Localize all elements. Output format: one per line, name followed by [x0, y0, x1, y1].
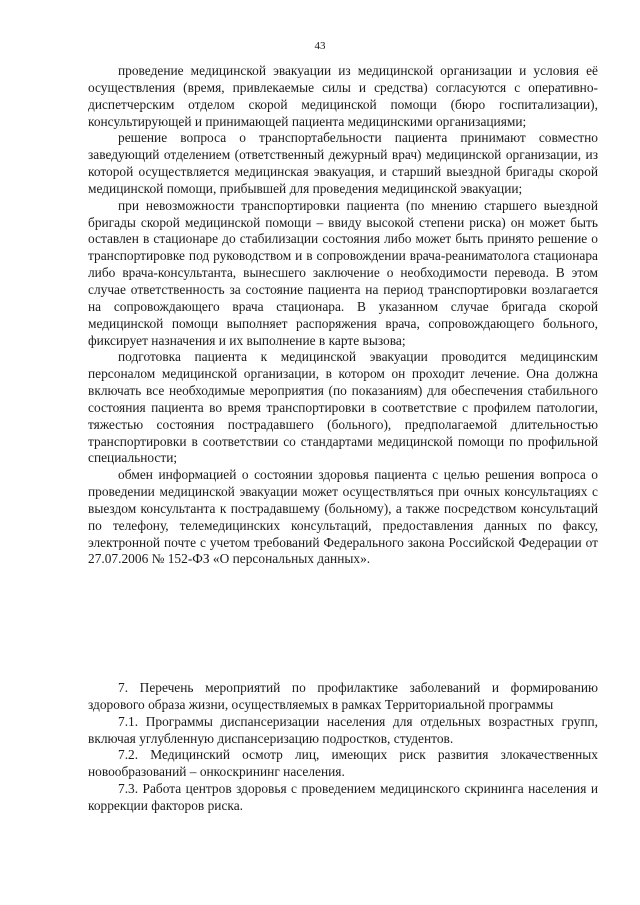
section-item: 7.3. Работа центров здоровья с проведением медицинского скрининга населения и коррекции факторов риска. [88, 781, 598, 813]
paragraph: решение вопроса о транспортабельности пациента принимают совместно заведующий отделением (ответственный дежурный врач) медицинской организации, из которой осуществляется медицинская эвакуация, и старший выездной бригады скорой медицинской помощи, прибывшей для проведения медицинской эвакуации; [88, 130, 598, 196]
page-number: 43 [314, 40, 326, 52]
paragraph: подготовка пациента к медицинской эвакуации проводится медицинским персоналом медицинской организации, в котором он проходит лечение. Она должна включать все необходимые мероприятия (по показаниям) для обеспечения стабильного состояния пациента во время транспортировки в соответствие с профилем патологии, тяжестью состояния пострадавшего (больного), предполагаемой длительностью транспортировки в соответствии со стандартами медицинской помощи по профильной специальности; [88, 349, 598, 466]
paragraph: при невозможности транспортировки пациента (по мнению старшего выездной бригады скорой медицинской помощи – ввиду высокой степени риска) он может быть оставлен в стационаре до стабилизации состояния либо может быть принято решение о транспортировке под руководством и в сопровождении врача-реаниматолога стационара либо врача-консультанта, вынесшего заключение о необходимости перевода. В этом случае ответственность за состояние пациента на период транспортировки возлагается на сопровождающего врача стационара. В указанном случае бригада скорой медицинской помощи выполняет распоряжения врача, сопровождающего больного, фиксирует назначения и их выполнение в карте вызова; [88, 197, 598, 348]
paragraph: проведение медицинской эвакуации из медицинской организации и условия её осуществления (время, привлекаемые силы и средства) согласуются с оперативно-диспетчерским отделом скорой медицинской помощи (бюро госпитализации), консультирующей и принимающей пациента медицинскими организациями; [88, 63, 598, 129]
section-item: 7.1. Программы диспансеризации населения для отдельных возрастных групп, включая углубленную диспансеризацию подростков, студентов. [88, 713, 598, 746]
section-item: 7.2. Медицинский осмотр лиц, имеющих риск развития злокачественных новообразований – онкоскрининг населения. [88, 747, 598, 780]
body-text [88, 63, 598, 568]
paragraph: обмен информацией о состоянии здоровья пациента с целью решения вопроса о проведении медицинской эвакуации может осуществляться при очных консультациях с выездом консультанта к пострадавшему (больному), а также посредством консультаций по телефону, телемедицинских консультаций, предоставления данных по факсу, электронной почте с учетом требований Федерального закона Российской Федерации от 27.07.2006 № 152-ФЗ «О персональных данных». [88, 467, 598, 567]
section-heading: 7. Перечень мероприятий по профилактике заболеваний и формированию здорового образа жизни, осуществляемых в рамках Территориальной программы [88, 680, 598, 712]
section-7 [88, 680, 598, 815]
